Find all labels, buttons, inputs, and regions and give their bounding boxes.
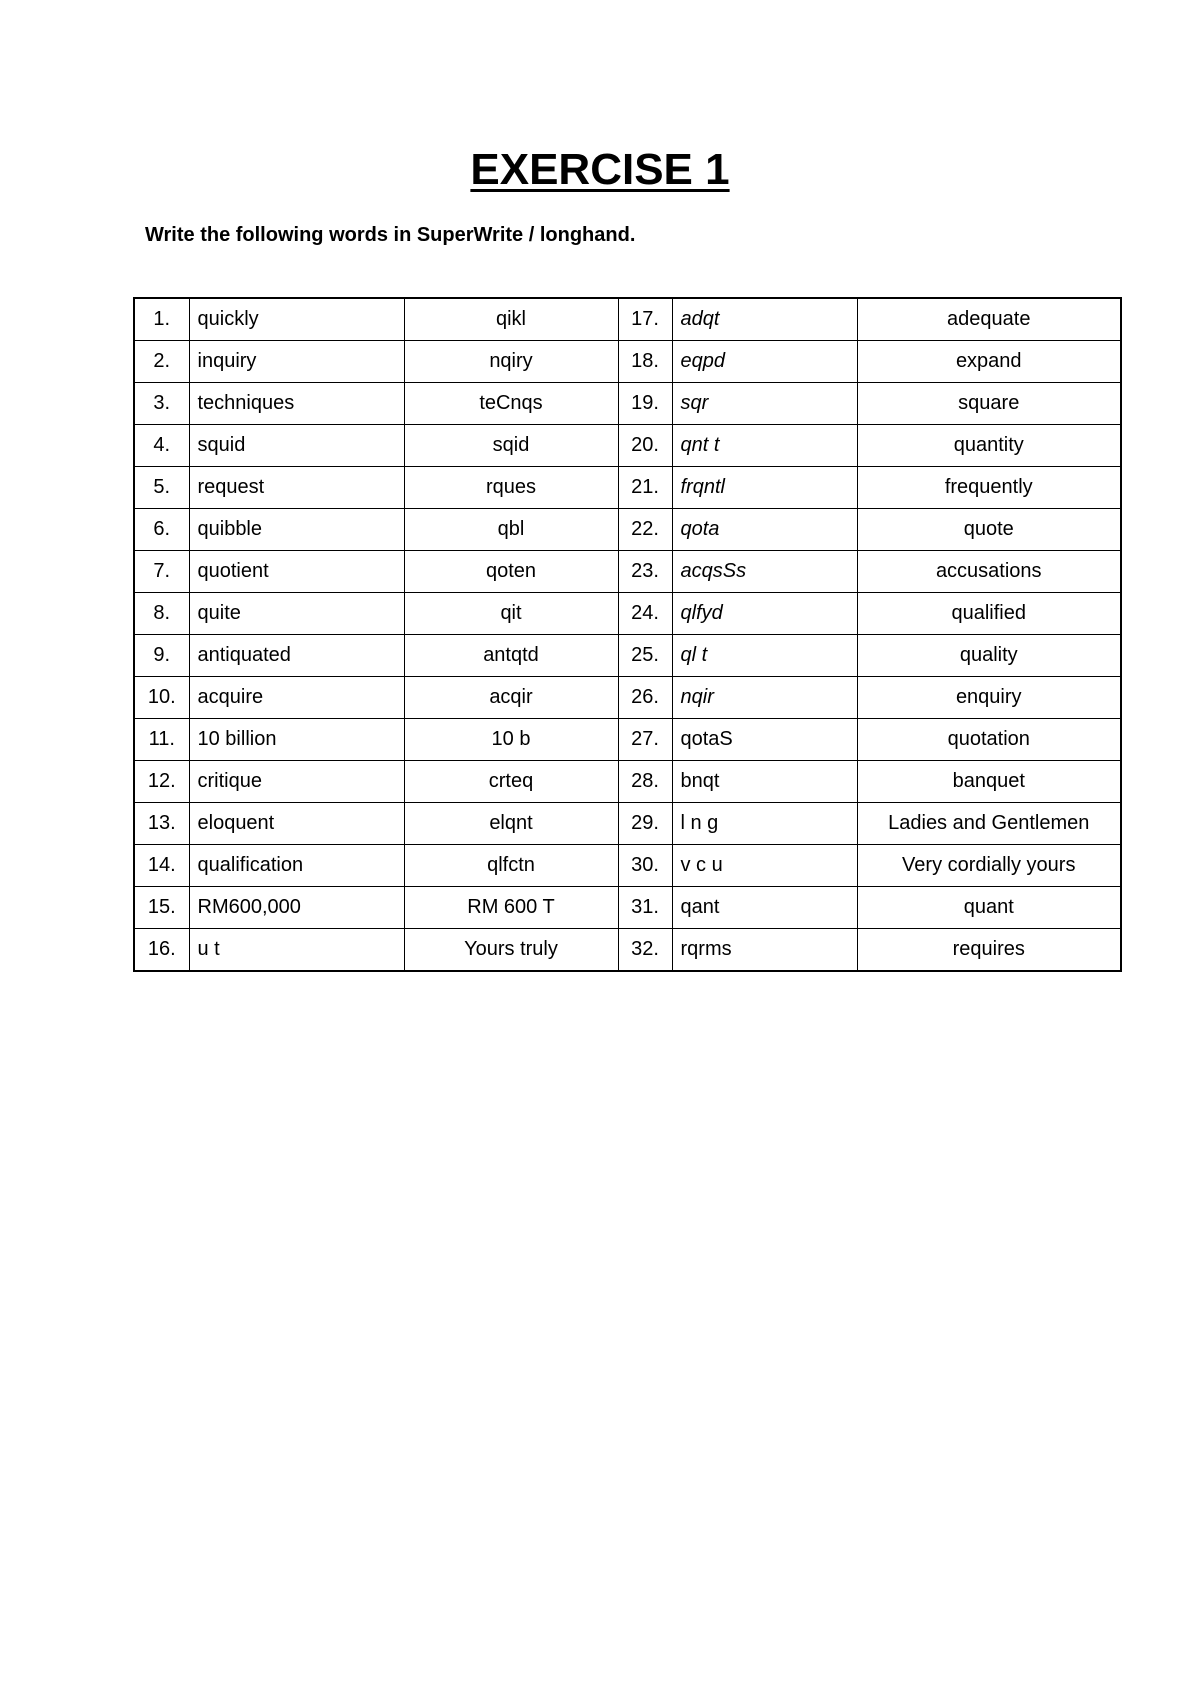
right-item-superwrite: rqrms <box>672 929 857 972</box>
left-item-number: 15. <box>134 887 189 929</box>
right-item-number: 25. <box>618 635 672 677</box>
right-item-superwrite: adqt <box>672 298 857 341</box>
left-item-number: 5. <box>134 467 189 509</box>
right-item-longhand: banquet <box>857 761 1121 803</box>
left-item-word: request <box>189 467 404 509</box>
right-item-longhand: adequate <box>857 298 1121 341</box>
table-row <box>134 341 1121 383</box>
page-title <box>0 145 1200 195</box>
right-item-number: 21. <box>618 467 672 509</box>
right-item-number: 28. <box>618 761 672 803</box>
table-row <box>134 677 1121 719</box>
right-item-superwrite: qnt t <box>672 425 857 467</box>
right-item-number: 31. <box>618 887 672 929</box>
left-item-superwrite: crteq <box>404 761 618 803</box>
right-item-superwrite: frqntl <box>672 467 857 509</box>
left-item-word: techniques <box>189 383 404 425</box>
left-item-word: quibble <box>189 509 404 551</box>
right-item-longhand: quality <box>857 635 1121 677</box>
table-row <box>134 298 1121 341</box>
left-item-superwrite: 10 b <box>404 719 618 761</box>
left-item-word: 10 billion <box>189 719 404 761</box>
table-row <box>134 383 1121 425</box>
exercise-table <box>133 297 1122 972</box>
right-item-longhand: quote <box>857 509 1121 551</box>
left-item-word: quickly <box>189 298 404 341</box>
left-item-number: 6. <box>134 509 189 551</box>
right-item-superwrite: nqir <box>672 677 857 719</box>
table-row <box>134 551 1121 593</box>
right-item-number: 26. <box>618 677 672 719</box>
right-item-superwrite: ql t <box>672 635 857 677</box>
right-item-superwrite: qlfyd <box>672 593 857 635</box>
right-item-longhand: qualified <box>857 593 1121 635</box>
left-item-superwrite: sqid <box>404 425 618 467</box>
left-item-superwrite: qoten <box>404 551 618 593</box>
right-item-superwrite: l n g <box>672 803 857 845</box>
table-row <box>134 845 1121 887</box>
left-item-number: 9. <box>134 635 189 677</box>
table-row <box>134 509 1121 551</box>
right-item-number: 27. <box>618 719 672 761</box>
left-item-word: acquire <box>189 677 404 719</box>
right-item-number: 23. <box>618 551 672 593</box>
right-item-longhand: quant <box>857 887 1121 929</box>
left-item-word: RM600,000 <box>189 887 404 929</box>
table-row <box>134 467 1121 509</box>
left-item-superwrite: RM 600 T <box>404 887 618 929</box>
left-item-number: 3. <box>134 383 189 425</box>
right-item-longhand: quotation <box>857 719 1121 761</box>
left-item-number: 12. <box>134 761 189 803</box>
left-item-word: squid <box>189 425 404 467</box>
right-item-number: 20. <box>618 425 672 467</box>
left-item-superwrite: qbl <box>404 509 618 551</box>
right-item-longhand: accusations <box>857 551 1121 593</box>
right-item-superwrite: sqr <box>672 383 857 425</box>
table-row <box>134 887 1121 929</box>
left-item-word: quite <box>189 593 404 635</box>
right-item-longhand: requires <box>857 929 1121 972</box>
right-item-number: 18. <box>618 341 672 383</box>
right-item-superwrite: qant <box>672 887 857 929</box>
left-item-number: 4. <box>134 425 189 467</box>
left-item-superwrite: elqnt <box>404 803 618 845</box>
left-item-number: 2. <box>134 341 189 383</box>
left-item-superwrite: qit <box>404 593 618 635</box>
left-item-superwrite: teCnqs <box>404 383 618 425</box>
left-item-word: qualification <box>189 845 404 887</box>
left-item-word: eloquent <box>189 803 404 845</box>
right-item-superwrite: qota <box>672 509 857 551</box>
left-item-superwrite: rques <box>404 467 618 509</box>
left-item-number: 7. <box>134 551 189 593</box>
left-item-number: 11. <box>134 719 189 761</box>
left-item-number: 16. <box>134 929 189 972</box>
right-item-number: 19. <box>618 383 672 425</box>
right-item-number: 22. <box>618 509 672 551</box>
left-item-number: 13. <box>134 803 189 845</box>
instruction-text: Write the following words in SuperWrite / longhand. <box>145 224 636 246</box>
right-item-longhand: quantity <box>857 425 1121 467</box>
right-item-longhand: square <box>857 383 1121 425</box>
right-item-superwrite: v c u <box>672 845 857 887</box>
left-item-superwrite: qlfctn <box>404 845 618 887</box>
right-item-longhand: Very cordially yours <box>857 845 1121 887</box>
table-row <box>134 719 1121 761</box>
left-item-number: 8. <box>134 593 189 635</box>
right-item-longhand: enquiry <box>857 677 1121 719</box>
right-item-superwrite: acqsSs <box>672 551 857 593</box>
right-item-longhand: expand <box>857 341 1121 383</box>
right-item-number: 17. <box>618 298 672 341</box>
right-item-superwrite: bnqt <box>672 761 857 803</box>
left-item-superwrite: nqiry <box>404 341 618 383</box>
right-item-number: 32. <box>618 929 672 972</box>
left-item-superwrite: acqir <box>404 677 618 719</box>
table-row <box>134 425 1121 467</box>
page-title-text: EXERCISE 1 <box>470 145 730 194</box>
right-item-number: 29. <box>618 803 672 845</box>
left-item-word: inquiry <box>189 341 404 383</box>
right-item-longhand: Ladies and Gentlemen <box>857 803 1121 845</box>
left-item-superwrite: qikl <box>404 298 618 341</box>
exercise-table-body <box>134 298 1121 971</box>
table-row <box>134 761 1121 803</box>
left-item-number: 10. <box>134 677 189 719</box>
right-item-number: 24. <box>618 593 672 635</box>
table-row <box>134 803 1121 845</box>
left-item-word: u t <box>189 929 404 972</box>
left-item-word: antiquated <box>189 635 404 677</box>
left-item-number: 14. <box>134 845 189 887</box>
right-item-superwrite: eqpd <box>672 341 857 383</box>
left-item-superwrite: antqtd <box>404 635 618 677</box>
table-row <box>134 635 1121 677</box>
left-item-word: quotient <box>189 551 404 593</box>
left-item-number: 1. <box>134 298 189 341</box>
table-row <box>134 593 1121 635</box>
left-item-word: critique <box>189 761 404 803</box>
right-item-longhand: frequently <box>857 467 1121 509</box>
table-row <box>134 929 1121 972</box>
left-item-superwrite: Yours truly <box>404 929 618 972</box>
right-item-superwrite: qotaS <box>672 719 857 761</box>
right-item-number: 30. <box>618 845 672 887</box>
